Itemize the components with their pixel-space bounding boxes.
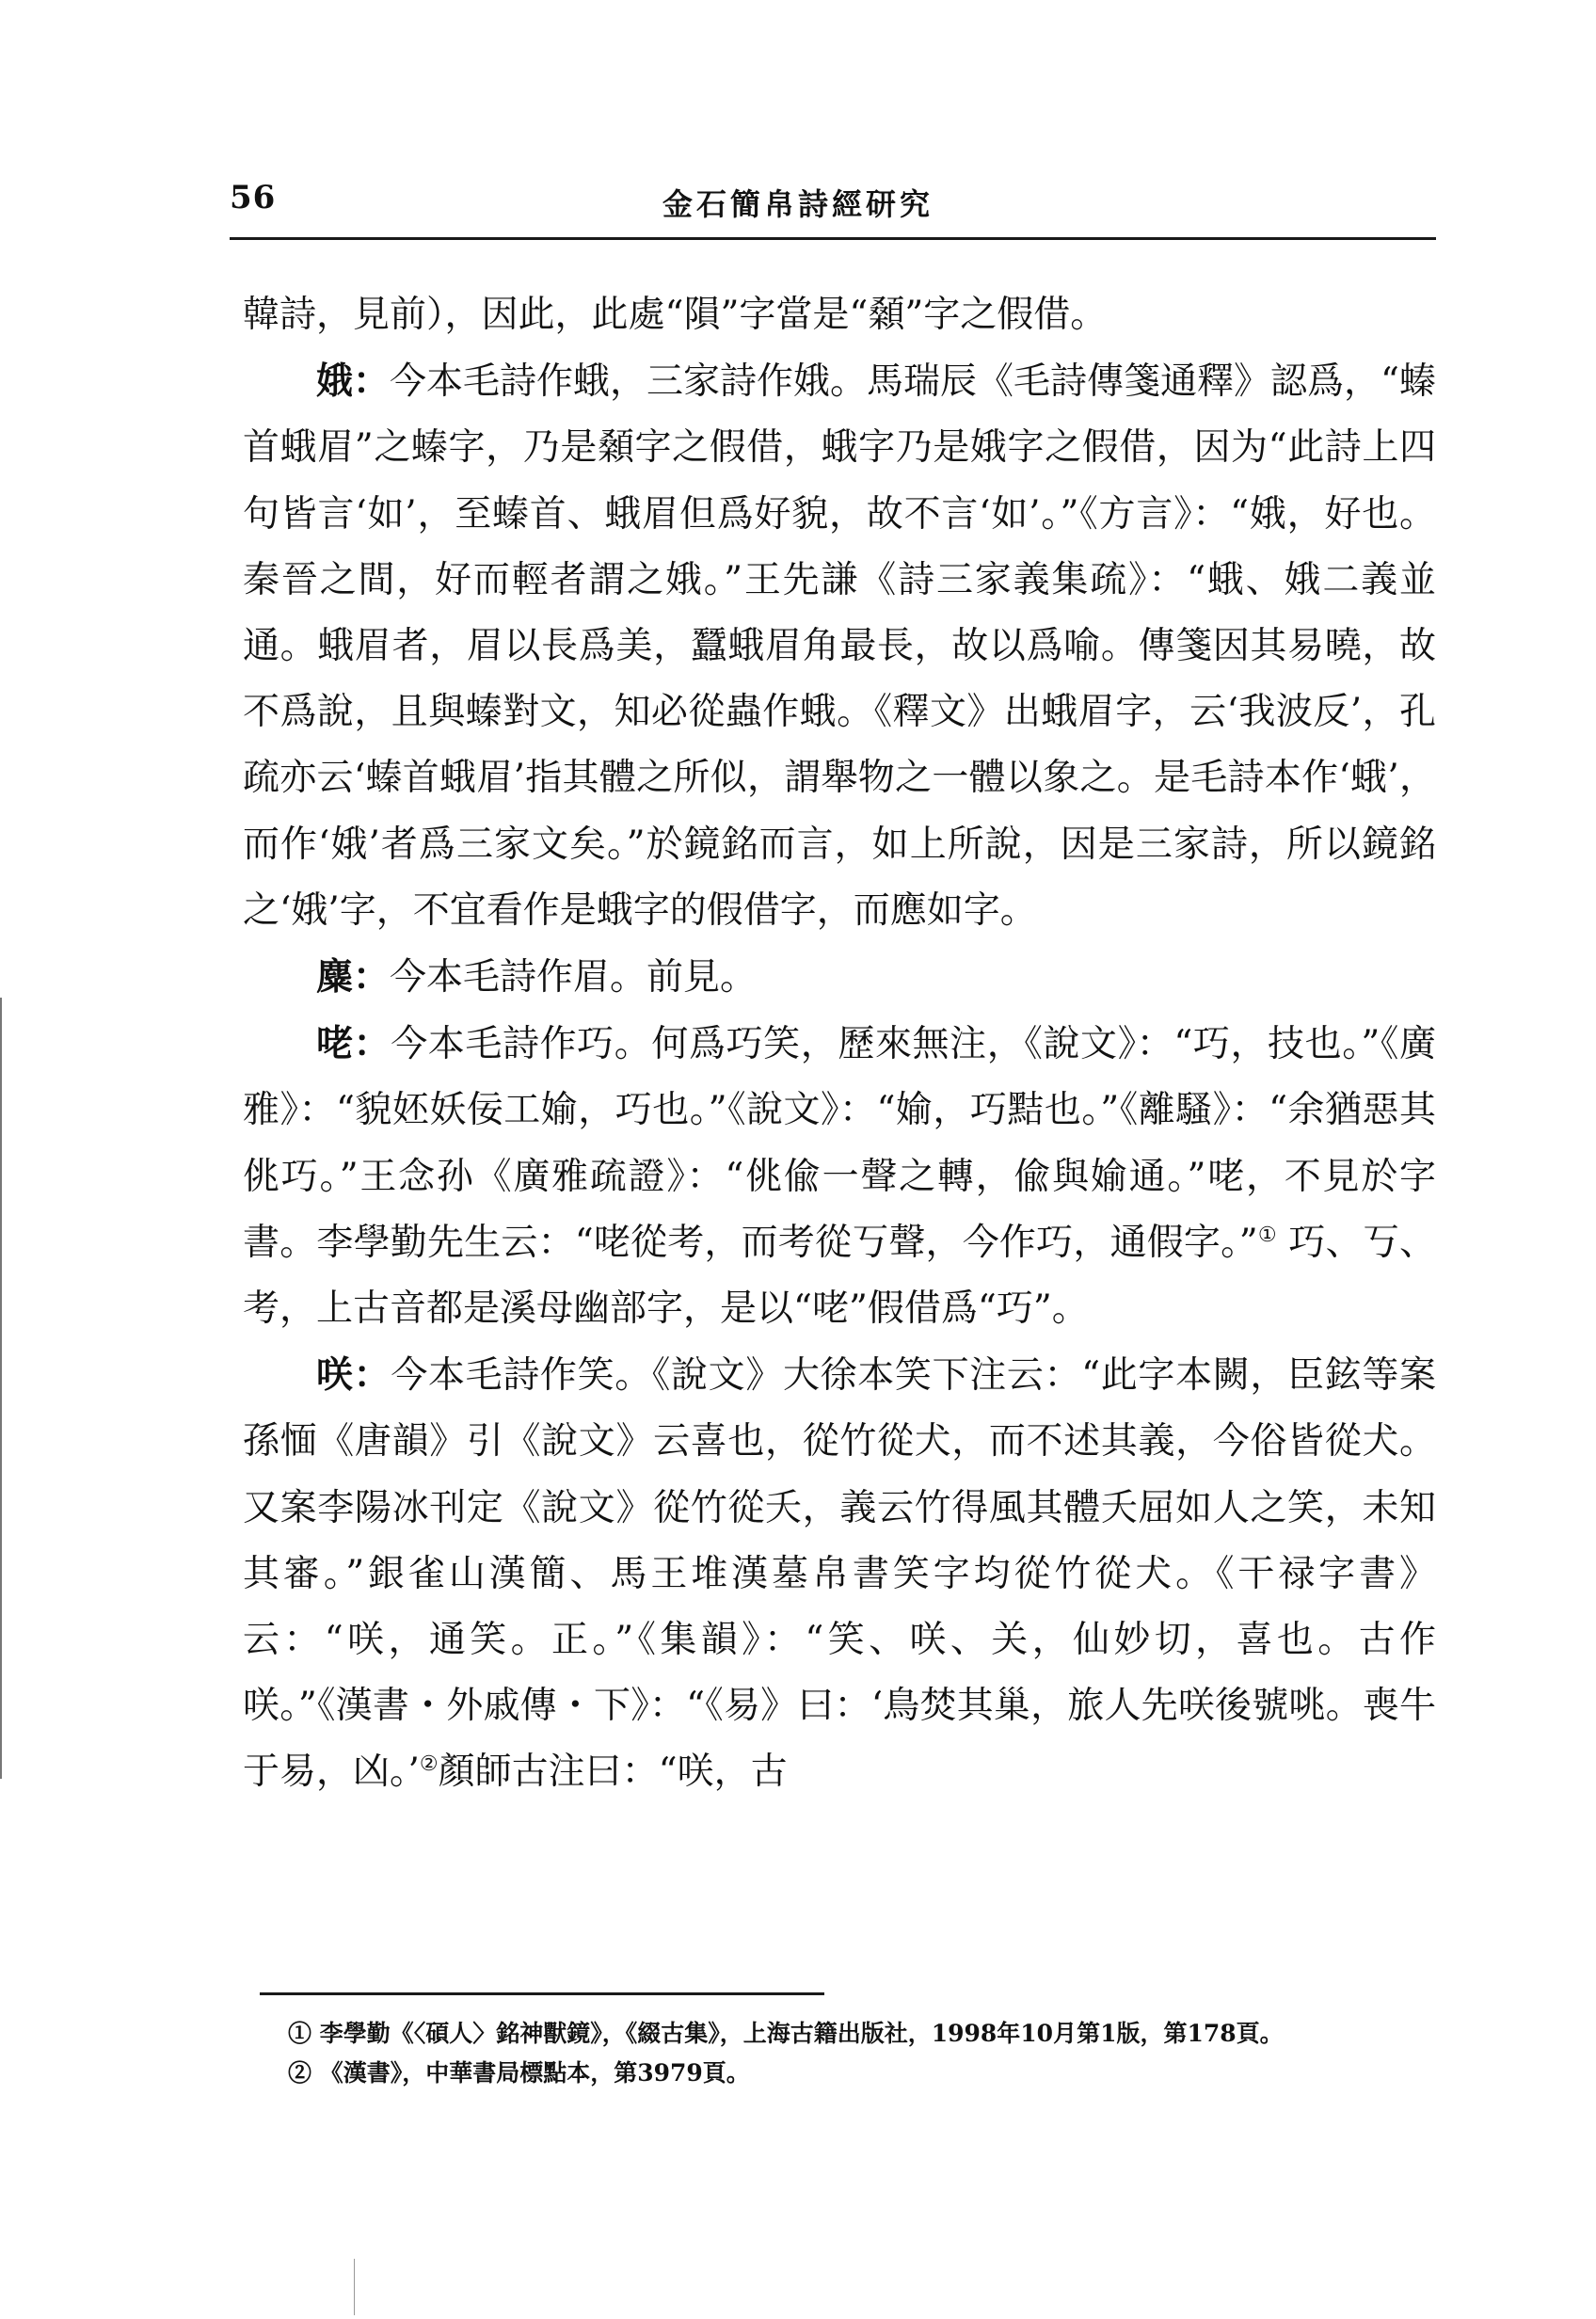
paragraph-xiao-text: 今本毛詩作笑。《說文》大徐本笑下注云：“此字本闕，臣鉉等案孫愐《唐韻》引《說文》云喜也，從竹從犬，而不述其義，今俗皆從犬。又案李陽冰刊定《說文》從竹從夭，義云竹得風其體夭屈如人之笑，未知其審。”銀雀山漢簡、馬王堆漢墓帛書笑字均從竹從犬。《干禄字書》云：“咲，通笑。正。”《集韻》：“笑、咲、关，仙妙切，喜也。古作咲。”《漢書・外戚傳・下》：“《易》曰：‘鳥焚其巢，旅人先咲後號咷。喪牛于易，凶。’	[243, 1354, 1436, 1794]
paragraph-1: 韓詩，見前），因此，此處“隕”字當是“顙”字之假借。	[243, 294, 1108, 336]
footnote-marker-2[interactable]: ②	[419, 1752, 439, 1777]
paragraph-xiao	[243, 1342, 1436, 1805]
headword-qiao: 咾：	[316, 1022, 391, 1066]
headword-mei: 麋：	[316, 955, 391, 1000]
header-rule	[230, 237, 1436, 240]
paragraph-qiao-text-2: 巧、丂、考，上古音都是溪母幽部字，是以“咾”假借爲“巧”。	[243, 1221, 1436, 1331]
footnote-1: ① 李學勤《〈碩人〉銘神獸鏡》，《綴古集》，上海古籍出版社，1998年10月第1版，第178頁。	[288, 2020, 1284, 2047]
paragraph-e-text: 今本毛詩作蛾，三家詩作娥。馬瑞辰《毛詩傳箋通釋》認爲，“螓首蛾眉”之螓字，乃是顙字之假借，蛾字乃是娥字之假借，因为“此詩上四句皆言‘如’，至螓首、蛾眉但爲好貌，故不言‘如’。”《方言》：“娥，好也。秦晉之間，好而輕者謂之娥。”王先謙《詩三家義集疏》：“蛾、娥二義並通。蛾眉者，眉以長爲美，蠶蛾眉角最長，故以爲喻。傳箋因其易曉，故不爲說，且與螓對文，知必從蟲作蛾。《釋文》出蛾眉字，云‘我波反’，孔疏亦云‘螓首蛾眉’指其體之所似，謂舉物之一體以象之。是毛詩本作‘蛾’，而作‘娥’者爲三家文矣。”於鏡銘而言，如上所說，因是三家詩，所以鏡銘之‘娥’字，不宜看作是蛾字的假借字，而應如字。	[243, 360, 1436, 932]
paragraph-qiao	[243, 1011, 1436, 1342]
paragraph-xiao-text-2: 顏師古注曰：“咲，古	[438, 1751, 788, 1794]
scan-gutter-line	[0, 998, 2, 1779]
paragraph-e	[243, 348, 1436, 944]
paragraph-qiao-text: 今本毛詩作巧。何爲巧笑，歷來無注，《說文》：“巧，技也。”《廣雅》：“貌㚰妖佞工媮，巧也。”《說文》：“媮，巧黠也。”《離騷》：“余猶惡其佻巧。”王念孙《廣雅疏證》：“佻偸一聲之轉，偸與媮通。”咾，不見於字書。李學勤先生云：“咾從考，而考從丂聲，今作巧，通假字。”	[243, 1023, 1436, 1264]
footnote-2: ② 《漢書》，中華書局標點本，第3979頁。	[288, 2059, 750, 2087]
footnote-marker-1[interactable]: ①	[1257, 1223, 1277, 1247]
footnote-rule	[260, 1992, 824, 1995]
headword-e: 娥：	[316, 360, 391, 404]
scan-mark	[354, 2259, 355, 2315]
running-title: 金石簡帛詩經研究	[662, 186, 934, 222]
page-number: 56	[230, 179, 277, 216]
footnotes	[247, 2014, 1436, 2093]
paragraph-mei-text: 今本毛詩作眉。前見。	[390, 956, 758, 1000]
headword-xiao: 咲：	[316, 1353, 391, 1398]
body-text	[243, 282, 1436, 1806]
paragraph-mei	[243, 944, 1436, 1011]
